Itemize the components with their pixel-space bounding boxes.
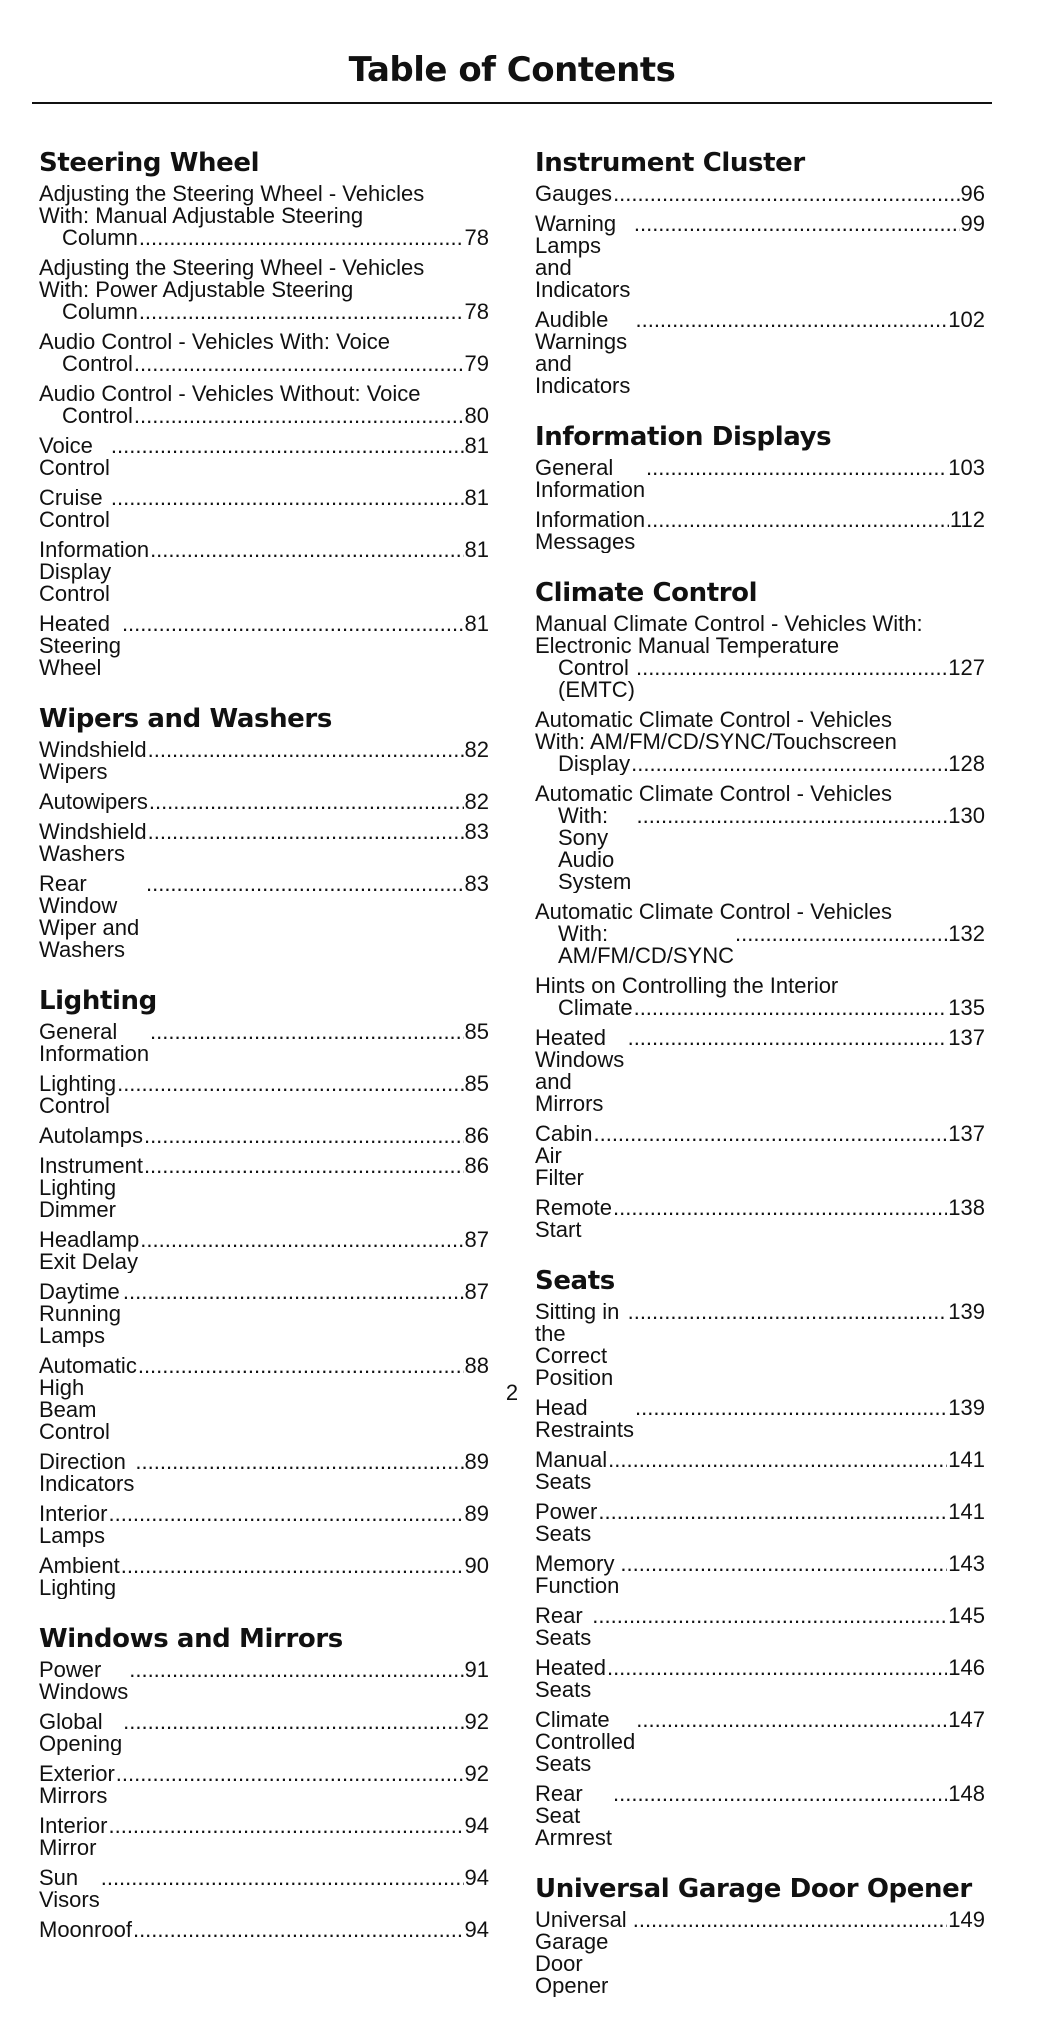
- toc-entry[interactable]: [535, 1501, 985, 1545]
- entry-page-number: 87: [464, 1281, 489, 1304]
- toc-section-information-displays: [535, 422, 985, 553]
- entry-page-number: 130: [948, 803, 985, 828]
- section-heading: Seats: [535, 1266, 615, 1296]
- toc-entry[interactable]: [39, 1155, 489, 1221]
- toc-section-seats: [535, 1266, 985, 1849]
- toc-entry[interactable]: [535, 1783, 985, 1849]
- entry-title: Display: [558, 751, 631, 775]
- entry-title: Heated Seats: [535, 1657, 606, 1701]
- entry-page-number: 78: [464, 299, 489, 323]
- dot-leader: [636, 1709, 947, 1731]
- entry-title-line: With: Power Adjustable Steering: [39, 277, 354, 302]
- entry-title-line: Automatic Climate Control - Vehicles: [535, 783, 893, 806]
- section-heading: Windows and Mirrors: [39, 1624, 343, 1654]
- dot-leader: [135, 1451, 463, 1473]
- toc-entry[interactable]: [535, 1301, 985, 1389]
- dot-leader: [139, 301, 464, 323]
- entry-page-number: 80: [464, 403, 489, 427]
- toc-entry[interactable]: [39, 739, 489, 783]
- entry-page-number: 79: [464, 351, 489, 375]
- entry-page-number: 83: [464, 821, 489, 844]
- entry-page-number: 90: [464, 1555, 489, 1578]
- dot-leader: [111, 435, 464, 457]
- dot-leader: [598, 1501, 947, 1523]
- entry-title: Memory Function: [535, 1553, 620, 1597]
- toc-entry[interactable]: [39, 1073, 489, 1117]
- section-heading: Information Displays: [535, 422, 832, 452]
- entry-title: Power Seats: [535, 1501, 598, 1545]
- entry-page-number: 94: [464, 1815, 489, 1838]
- toc-entry[interactable]: [535, 183, 985, 205]
- entry-page-number: 147: [948, 1709, 985, 1732]
- dot-leader: [613, 183, 959, 205]
- entry-page-number: 82: [464, 791, 489, 813]
- entry-page-number: 89: [464, 1451, 489, 1474]
- dot-leader: [134, 353, 464, 375]
- entry-title: Column: [62, 225, 138, 249]
- entry-page-number: 141: [948, 1501, 985, 1524]
- entry-title: Automatic High Beam Control: [39, 1355, 137, 1443]
- entry-page-number: 81: [464, 539, 489, 562]
- dot-leader: [122, 613, 464, 635]
- entry-title: Voice Control: [39, 435, 110, 479]
- entry-title: Sun Visors: [39, 1867, 100, 1911]
- dot-leader: [117, 1073, 463, 1095]
- entry-title: Autolamps: [39, 1125, 143, 1147]
- dot-leader: [121, 1555, 464, 1577]
- entry-page-number: 112: [949, 509, 985, 532]
- toc-entry[interactable]: [535, 1123, 985, 1189]
- section-heading: Wipers and Washers: [39, 704, 332, 734]
- toc-entry[interactable]: [535, 1657, 985, 1701]
- toc-section-wipers-and-washers: [39, 704, 489, 961]
- dot-leader: [146, 873, 464, 895]
- entry-page-number: 78: [464, 225, 489, 249]
- entry-title: Rear Window Wiper and Washers: [39, 873, 140, 961]
- entry-title: Power Windows: [39, 1659, 129, 1703]
- dot-leader: [134, 405, 464, 427]
- entry-page-number: 87: [464, 1229, 489, 1252]
- entry-page-number: 81: [464, 487, 489, 510]
- entry-page-number: 81: [464, 435, 489, 458]
- entry-page-number: 83: [464, 873, 489, 896]
- dot-leader: [608, 1449, 947, 1471]
- dot-leader: [628, 1301, 948, 1323]
- toc-entry[interactable]: [39, 257, 489, 323]
- dot-leader: [635, 309, 947, 331]
- toc-entry[interactable]: [39, 383, 489, 427]
- entry-title: Interior Lamps: [39, 1503, 108, 1547]
- entry-page-number: 99: [960, 213, 985, 236]
- dot-leader: [150, 1021, 463, 1043]
- dot-leader: [637, 805, 948, 827]
- section-heading: Lighting: [39, 986, 157, 1016]
- entry-title-line: Adjusting the Steering Wheel - Vehicles: [39, 183, 425, 206]
- dot-leader: [101, 1867, 464, 1889]
- entry-title: Autowipers: [39, 791, 148, 813]
- toc-entry[interactable]: [535, 1197, 985, 1241]
- dot-leader: [628, 1027, 948, 1049]
- entry-title-line: Automatic Climate Control - Vehicles: [535, 901, 893, 924]
- toc-entry[interactable]: [535, 901, 985, 967]
- dot-leader: [646, 509, 949, 531]
- entry-title-line: With: AM/FM/CD/SYNC/Touchscreen: [535, 729, 897, 754]
- entry-title: Daytime Running Lamps: [39, 1281, 121, 1347]
- entry-page-number: 145: [948, 1605, 985, 1628]
- toc-entry[interactable]: [39, 1451, 489, 1495]
- dot-leader: [613, 1783, 947, 1805]
- entry-title: Heated Windows and Mirrors: [535, 1027, 625, 1115]
- dot-leader: [129, 1659, 463, 1681]
- entry-page-number: 102: [948, 309, 985, 332]
- entry-page-number: 91: [464, 1659, 489, 1682]
- toc-entry[interactable]: [39, 1229, 489, 1273]
- dot-leader: [646, 457, 947, 479]
- entry-title: Windshield Wipers: [39, 739, 147, 783]
- page-title: Table of Contents: [348, 50, 676, 90]
- toc-entry[interactable]: [535, 1709, 985, 1775]
- dot-leader: [144, 1125, 464, 1147]
- toc-entry[interactable]: [39, 435, 489, 479]
- entry-title: Control (EMTC): [558, 655, 635, 701]
- dot-leader: [150, 539, 463, 561]
- entry-page-number: 92: [464, 1711, 489, 1734]
- entry-page-number: 81: [464, 613, 489, 636]
- entry-page-number: 137: [948, 1123, 985, 1146]
- toc-section-steering-wheel: [39, 148, 489, 679]
- entry-title-line: Hints on Controlling the Interior: [535, 975, 839, 998]
- dot-leader: [148, 739, 464, 761]
- toc-entry[interactable]: [39, 1711, 489, 1755]
- entry-page-number: 149: [948, 1909, 985, 1932]
- entry-title: Information Messages: [535, 509, 646, 553]
- entry-title: Direction Indicators: [39, 1451, 135, 1495]
- entry-page-number: 146: [948, 1657, 985, 1680]
- title-divider: [32, 102, 992, 104]
- entry-title: General Information: [535, 457, 646, 501]
- section-heading: Steering Wheel: [39, 148, 260, 178]
- entry-page-number: 94: [464, 1867, 489, 1890]
- dot-leader: [593, 1123, 947, 1145]
- entry-title: Global Opening: [39, 1711, 123, 1755]
- dot-leader: [133, 1919, 464, 1941]
- toc-entry[interactable]: [39, 1021, 489, 1065]
- entry-page-number: 86: [464, 1125, 489, 1147]
- toc-section-climate-control: [535, 578, 985, 1241]
- toc-entry[interactable]: [39, 1919, 489, 1941]
- entry-page-number: 148: [948, 1783, 985, 1806]
- dot-leader: [138, 1355, 464, 1377]
- entry-title: Control: [62, 403, 133, 427]
- entry-page-number: 86: [464, 1155, 489, 1178]
- entry-title: Interior Mirror: [39, 1815, 108, 1859]
- dot-leader: [607, 1657, 947, 1679]
- toc-entry[interactable]: [39, 331, 489, 375]
- toc-entry[interactable]: [39, 183, 489, 249]
- entry-title: Audible Warnings and Indicators: [535, 309, 631, 397]
- dot-leader: [149, 791, 464, 813]
- section-heading: Climate Control: [535, 578, 758, 608]
- toc-entry[interactable]: [535, 613, 985, 701]
- entry-title-line: Adjusting the Steering Wheel - Vehicles: [39, 257, 425, 280]
- toc-entry[interactable]: [535, 1449, 985, 1493]
- dot-leader: [139, 227, 464, 249]
- toc-entry[interactable]: [535, 1605, 985, 1649]
- toc-entry[interactable]: [535, 975, 985, 1019]
- entry-title: Gauges: [535, 183, 613, 205]
- entry-title-line: Audio Control - Vehicles With: Voice: [39, 331, 390, 354]
- toc-entry[interactable]: [535, 783, 985, 893]
- entry-page-number: 94: [464, 1919, 489, 1941]
- dot-leader: [123, 1281, 464, 1303]
- entry-page-number: 139: [948, 1301, 985, 1324]
- entry-title-line: With: Manual Adjustable Steering: [39, 203, 364, 228]
- toc-entry[interactable]: [39, 1503, 489, 1547]
- dot-leader: [634, 997, 948, 1019]
- entry-page-number: 85: [464, 1021, 489, 1044]
- entry-page-number: 132: [948, 921, 985, 946]
- entry-title-line: Audio Control - Vehicles Without: Voice: [39, 383, 421, 406]
- toc-entry[interactable]: [39, 873, 489, 961]
- entry-title: Lighting Control: [39, 1073, 117, 1117]
- toc-entry[interactable]: [535, 1027, 985, 1115]
- dot-leader: [108, 1503, 463, 1525]
- toc-entry[interactable]: [39, 487, 489, 531]
- entry-title: Windshield Washers: [39, 821, 147, 865]
- toc-left-column: [39, 148, 489, 1966]
- entry-title-line: Electronic Manual Temperature: [535, 633, 840, 658]
- page-number: 2: [505, 1380, 519, 1405]
- entry-title: Warning Lamps and Indicators: [535, 213, 631, 301]
- toc-section-instrument-cluster: [535, 148, 985, 397]
- entry-page-number: 135: [948, 995, 985, 1019]
- entry-page-number: 128: [948, 751, 985, 775]
- entry-title: With: AM/FM/CD/SYNC: [558, 921, 734, 967]
- toc-entry[interactable]: [535, 213, 985, 301]
- entry-page-number: 85: [464, 1073, 489, 1096]
- entry-title-line: Automatic Climate Control - Vehicles: [535, 709, 893, 732]
- toc-entry[interactable]: [39, 539, 489, 605]
- entry-title: Climate Controlled Seats: [535, 1709, 636, 1775]
- dot-leader: [144, 1155, 464, 1177]
- entry-title: Headlamp Exit Delay: [39, 1229, 140, 1273]
- section-heading: Instrument Cluster: [535, 148, 805, 178]
- entry-page-number: 143: [948, 1553, 985, 1576]
- dot-leader: [116, 1763, 464, 1785]
- entry-page-number: 82: [464, 739, 489, 762]
- dot-leader: [633, 1909, 948, 1931]
- entry-page-number: 88: [464, 1355, 489, 1378]
- dot-leader: [620, 1553, 947, 1575]
- toc-entry[interactable]: [39, 821, 489, 865]
- toc-entry[interactable]: [535, 309, 985, 397]
- entry-page-number: 137: [948, 1027, 985, 1050]
- dot-leader: [634, 213, 960, 235]
- entry-page-number: 127: [948, 655, 985, 680]
- entry-title: Cabin Air Filter: [535, 1123, 593, 1189]
- toc-entry[interactable]: [535, 709, 985, 775]
- entry-page-number: 139: [948, 1397, 985, 1420]
- entry-page-number: 89: [464, 1503, 489, 1526]
- toc-entry[interactable]: [39, 1555, 489, 1599]
- toc-entry[interactable]: [39, 791, 489, 813]
- entry-page-number: 141: [948, 1449, 985, 1472]
- dot-leader: [140, 1229, 463, 1251]
- toc-entry[interactable]: [535, 1909, 985, 1997]
- toc-right-column: [535, 148, 985, 2022]
- entry-title: Manual Seats: [535, 1449, 608, 1493]
- toc-entry[interactable]: [39, 1763, 489, 1807]
- toc-entry[interactable]: [39, 1125, 489, 1147]
- dot-leader: [108, 1815, 463, 1837]
- dot-leader: [148, 821, 464, 843]
- entry-title-line: Manual Climate Control - Vehicles With:: [535, 613, 923, 636]
- entry-page-number: 138: [948, 1197, 985, 1220]
- dot-leader: [613, 1197, 947, 1219]
- toc-entry[interactable]: [535, 509, 985, 553]
- entry-title: Moonroof: [39, 1919, 132, 1941]
- entry-title: Instrument Lighting Dimmer: [39, 1155, 143, 1221]
- entry-title: Universal Garage Door Opener: [535, 1909, 627, 1997]
- toc-section-universal-garage-door-opener: [535, 1874, 985, 1997]
- entry-title: Cruise Control: [39, 487, 110, 531]
- entry-title: Rear Seat Armrest: [535, 1783, 612, 1849]
- entry-title: General Information: [39, 1021, 150, 1065]
- dot-leader: [631, 753, 947, 775]
- entry-title: Climate: [558, 995, 633, 1019]
- dot-leader: [111, 487, 464, 509]
- entry-page-number: 96: [960, 183, 985, 205]
- entry-title: Exterior Mirrors: [39, 1763, 115, 1807]
- entry-title: Control: [62, 351, 133, 375]
- entry-page-number: 103: [948, 457, 985, 480]
- toc-entry[interactable]: [535, 1553, 985, 1597]
- entry-title: Column: [62, 299, 138, 323]
- toc-entry[interactable]: [39, 1281, 489, 1347]
- toc-section-lighting: [39, 986, 489, 1599]
- entry-page-number: 92: [464, 1763, 489, 1786]
- toc-section-windows-and-mirrors: [39, 1624, 489, 1941]
- dot-leader: [636, 657, 947, 679]
- toc-entry[interactable]: [39, 613, 489, 679]
- entry-title: Information Display Control: [39, 539, 150, 605]
- toc-entry[interactable]: [535, 457, 985, 501]
- dot-leader: [592, 1605, 947, 1627]
- dot-leader: [123, 1711, 463, 1733]
- entry-title: Heated Steering Wheel: [39, 613, 121, 679]
- entry-title: Ambient Lighting: [39, 1555, 120, 1599]
- section-heading: Universal Garage Door Opener: [535, 1874, 972, 1904]
- entry-title: Remote Start: [535, 1197, 613, 1241]
- toc-entry[interactable]: [39, 1815, 489, 1859]
- entry-title: With: Sony Audio System: [558, 803, 632, 893]
- entry-title: Rear Seats: [535, 1605, 592, 1649]
- entry-title: Sitting in the Correct Position: [535, 1301, 620, 1389]
- dot-leader: [735, 923, 947, 945]
- toc-entry[interactable]: [39, 1867, 489, 1911]
- toc-entry[interactable]: [39, 1659, 489, 1703]
- entry-title: Head Restraints: [535, 1397, 635, 1441]
